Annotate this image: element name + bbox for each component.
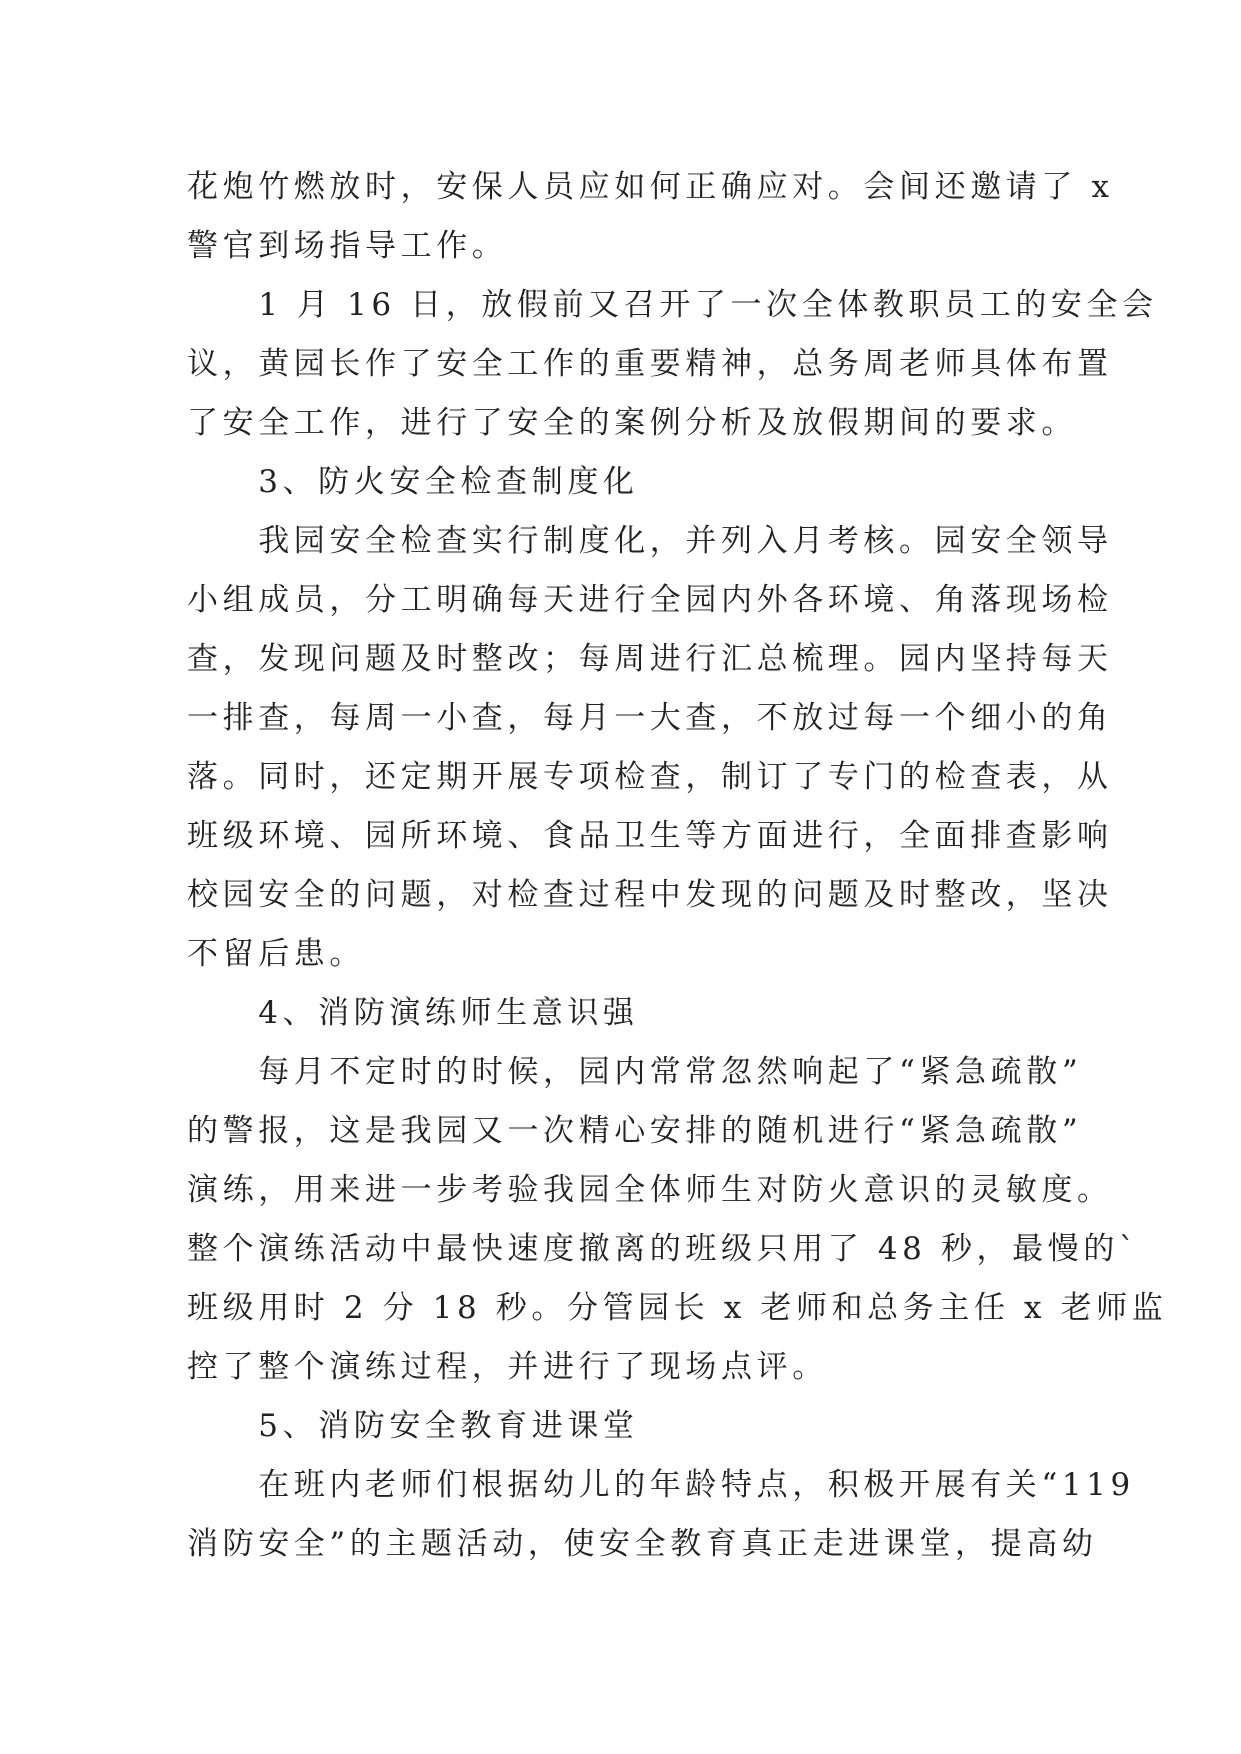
text-line: 了安全工作，进行了安全的案例分析及放假期间的要求。 <box>187 405 1077 441</box>
text-line: 查，发现问题及时整改；每周进行汇总梳理。园内坚持每天 <box>187 641 1113 677</box>
section-heading: 4、消防演练师生意识强 <box>187 995 639 1031</box>
text-line: 校园安全的问题，对检查过程中发现的问题及时整改，坚决 <box>187 877 1113 913</box>
text-line: 我园安全检查实行制度化，并列入月考核。园安全领导 <box>187 523 1113 559</box>
text-line: 消防安全”的主题活动，使安全教育真正走进课堂，提高幼 <box>187 1526 1098 1562</box>
section-heading: 3、防火安全检查制度化 <box>187 464 639 500</box>
text-line: 班级用时 2 分 18 秒。分管园长 x 老师和总务主任 x 老师监 <box>187 1290 1168 1326</box>
text-line: 1 月 16 日，放假前又召开了一次全体教职员工的安全会 <box>187 287 1158 323</box>
text-line: 议，黄园长作了安全工作的重要精神，总务周老师具体布置 <box>187 346 1113 382</box>
text-line: 花炮竹燃放时，安保人员应如何正确应对。会间还邀请了 x <box>187 169 1114 205</box>
text-line: 不留后患。 <box>187 936 365 972</box>
section-heading: 5、消防安全教育进课堂 <box>187 1408 639 1444</box>
text-line: 控了整个演练过程，并进行了现场点评。 <box>187 1349 828 1385</box>
text-line: 警官到场指导工作。 <box>187 228 508 264</box>
text-line: 的警报，这是我园又一次精心安排的随机进行“紧急疏散” <box>187 1113 1083 1149</box>
text-line: 演练，用来进一步考验我园全体师生对防火意识的灵敏度。 <box>187 1172 1113 1208</box>
text-line: 在班内老师们根据幼儿的年龄特点，积极开展有关“119 <box>187 1467 1135 1503</box>
text-line: 小组成员，分工明确每天进行全园内外各环境、角落现场检 <box>187 582 1113 618</box>
text-line: 整个演练活动中最快速度撤离的班级只用了 48 秒，最慢的` <box>187 1231 1140 1267</box>
text-line: 一排查，每周一小查，每月一大查，不放过每一个细小的角 <box>187 700 1113 736</box>
text-line: 每月不定时的时候，园内常常忽然响起了“紧急疏散” <box>187 1054 1083 1090</box>
document-body <box>187 158 1168 1574</box>
text-line: 落。同时，还定期开展专项检查，制订了专门的检查表，从 <box>187 759 1113 795</box>
text-line: 班级环境、园所环境、食品卫生等方面进行，全面排查影响 <box>187 818 1113 854</box>
